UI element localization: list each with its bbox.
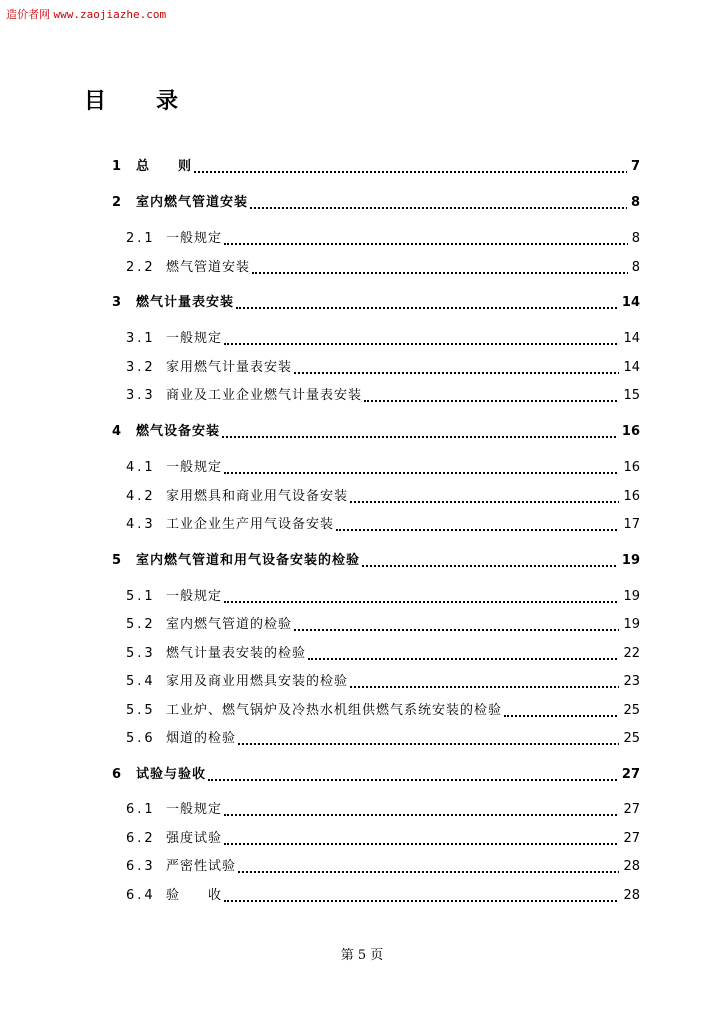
toc-page-number: 28 xyxy=(619,859,640,875)
toc-entry-title: 燃气管道安装 xyxy=(166,260,251,275)
toc-entry-title: 一般规定 xyxy=(166,802,223,817)
toc-entry-number: 2 xyxy=(112,195,122,210)
toc-page-number: 8 xyxy=(627,195,640,211)
toc-entry-title: 总 则 xyxy=(136,159,193,174)
toc-page-number: 28 xyxy=(619,888,640,904)
toc-entry-title: 家用燃气计量表安装 xyxy=(166,360,293,375)
toc-entry-title: 家用及商业用燃具安装的检验 xyxy=(166,674,349,689)
toc-page-number: 14 xyxy=(618,295,640,311)
toc-section-row[interactable] xyxy=(0,729,724,749)
toc-section-row[interactable] xyxy=(0,886,724,906)
toc-page-number: 27 xyxy=(618,767,640,783)
toc-section-row[interactable] xyxy=(0,615,724,635)
toc-entry-number: 4.1 xyxy=(126,460,156,475)
toc-dot-leader xyxy=(238,741,640,745)
toc-entry-number: 2.2 xyxy=(126,260,156,275)
toc-dot-leader xyxy=(308,656,640,660)
toc-page-number: 23 xyxy=(619,674,640,690)
toc-section-row[interactable] xyxy=(0,800,724,820)
toc-dot-leader xyxy=(364,398,640,402)
toc-page-number: 14 xyxy=(619,331,640,347)
watermark-url: www.zaojiazhe.com xyxy=(53,8,167,21)
toc-entry-title: 试验与验收 xyxy=(136,767,207,782)
toc-dot-leader xyxy=(350,684,640,688)
toc-dot-leader xyxy=(238,869,640,873)
toc-section-row[interactable] xyxy=(0,857,724,877)
toc-dot-leader xyxy=(222,434,640,438)
toc-dot-leader xyxy=(294,627,640,631)
toc-entry-number: 5.1 xyxy=(126,589,156,604)
toc-dot-leader xyxy=(194,169,640,173)
toc-entry-number: 1 xyxy=(112,159,122,174)
toc-entry-title: 室内燃气管道和用气设备安装的检验 xyxy=(136,553,361,568)
toc-entry-number: 4.2 xyxy=(126,489,156,504)
toc-entry-title: 工业炉、燃气锅炉及冷热水机组供燃气系统安装的检验 xyxy=(166,703,503,718)
toc-chapter-row[interactable] xyxy=(0,157,724,177)
toc-entry-number: 3.2 xyxy=(126,360,156,375)
page-footer: 第 5 页 xyxy=(340,948,384,963)
toc-dot-leader xyxy=(224,599,640,603)
toc-section-row[interactable] xyxy=(0,829,724,849)
toc-entry-title: 一般规定 xyxy=(166,331,223,346)
toc-entry-number: 5.2 xyxy=(126,617,156,632)
toc-chapter-row[interactable] xyxy=(0,765,724,785)
toc-entry-number: 4 xyxy=(112,424,122,439)
toc-entry-title: 验 收 xyxy=(166,888,223,903)
toc-entry-number: 3 xyxy=(112,295,122,310)
toc-section-row[interactable] xyxy=(0,672,724,692)
toc-entry-title: 严密性试验 xyxy=(166,859,237,874)
toc-entry-title: 一般规定 xyxy=(166,231,223,246)
toc-page-number: 19 xyxy=(618,553,640,569)
toc-section-row[interactable] xyxy=(0,458,724,478)
toc-page-number: 8 xyxy=(628,260,640,276)
toc-section-row[interactable] xyxy=(0,358,724,378)
toc-entry-title: 燃气设备安装 xyxy=(136,424,221,439)
toc-dot-leader xyxy=(224,341,640,345)
toc-section-row[interactable] xyxy=(0,701,724,721)
toc-dot-leader xyxy=(224,898,640,902)
toc-entry-number: 2.1 xyxy=(126,231,156,246)
toc-entry-title: 强度试验 xyxy=(166,831,223,846)
toc-entry-number: 5 xyxy=(112,553,122,568)
toc-dot-leader xyxy=(236,305,640,309)
toc-entry-title: 室内燃气管道的检验 xyxy=(166,617,293,632)
toc-chapter-row[interactable] xyxy=(0,293,724,313)
toc-page-number: 17 xyxy=(619,517,640,533)
toc-entry-number: 6.3 xyxy=(126,859,156,874)
toc-page-number: 7 xyxy=(627,159,640,175)
toc-section-row[interactable] xyxy=(0,229,724,249)
toc-dot-leader xyxy=(224,241,640,245)
toc-entry-number: 5.5 xyxy=(126,703,156,718)
watermark-site: 造价者网 xyxy=(6,8,50,21)
toc-dot-leader xyxy=(224,470,640,474)
toc-page-number: 19 xyxy=(619,589,640,605)
toc-section-row[interactable] xyxy=(0,515,724,535)
toc-page-number: 19 xyxy=(619,617,640,633)
toc-entry-title: 一般规定 xyxy=(166,460,223,475)
toc-page-number: 27 xyxy=(619,802,640,818)
toc-dot-leader xyxy=(252,270,640,274)
toc-section-row[interactable] xyxy=(0,587,724,607)
toc-entry-number: 6.1 xyxy=(126,802,156,817)
toc-entry-number: 5.3 xyxy=(126,646,156,661)
toc-dot-leader xyxy=(362,563,640,567)
toc-dot-leader xyxy=(294,370,640,374)
toc-entry-title: 商业及工业企业燃气计量表安装 xyxy=(166,388,363,403)
toc-entry-number: 4.3 xyxy=(126,517,156,532)
toc-page-number: 25 xyxy=(619,731,640,747)
toc-entry-number: 6.4 xyxy=(126,888,156,903)
toc-page-number: 27 xyxy=(619,831,640,847)
page-title: 目录 xyxy=(84,89,229,114)
toc-section-row[interactable] xyxy=(0,329,724,349)
toc-page-number: 16 xyxy=(619,460,640,476)
toc-entry-number: 5.4 xyxy=(126,674,156,689)
toc-entry-title: 燃气计量表安装 xyxy=(136,295,235,310)
toc-chapter-row[interactable] xyxy=(0,193,724,213)
toc-entry-title: 一般规定 xyxy=(166,589,223,604)
toc-entry-title: 家用燃具和商业用气设备安装 xyxy=(166,489,349,504)
toc-chapter-row[interactable] xyxy=(0,551,724,571)
toc-dot-leader xyxy=(224,841,640,845)
toc-page-number: 14 xyxy=(619,360,640,376)
toc-page-number: 25 xyxy=(619,703,640,719)
toc-page-number: 8 xyxy=(628,231,640,247)
toc-section-row[interactable] xyxy=(0,487,724,507)
toc-page-number: 16 xyxy=(619,489,640,505)
toc-dot-leader xyxy=(336,527,640,531)
toc-entry-number: 6 xyxy=(112,767,122,782)
toc-dot-leader xyxy=(224,812,640,816)
toc-page-number: 22 xyxy=(619,646,640,662)
toc-entry-number: 5.6 xyxy=(126,731,156,746)
toc-entry-number: 3.3 xyxy=(126,388,156,403)
toc-dot-leader xyxy=(250,205,640,209)
toc-page-number: 16 xyxy=(618,424,640,440)
toc-entry-number: 6.2 xyxy=(126,831,156,846)
toc-dot-leader xyxy=(350,499,640,503)
toc-page-number: 15 xyxy=(619,388,640,404)
toc-section-row[interactable] xyxy=(0,258,724,278)
toc-chapter-row[interactable] xyxy=(0,422,724,442)
toc-section-row[interactable] xyxy=(0,386,724,406)
toc-dot-leader xyxy=(208,777,640,781)
toc-entry-title: 工业企业生产用气设备安装 xyxy=(166,517,335,532)
toc-entry-title: 烟道的检验 xyxy=(166,731,237,746)
toc-entry-number: 3.1 xyxy=(126,331,156,346)
toc-entry-title: 室内燃气管道安装 xyxy=(136,195,249,210)
toc-section-row[interactable] xyxy=(0,644,724,664)
toc-entry-title: 燃气计量表安装的检验 xyxy=(166,646,307,661)
